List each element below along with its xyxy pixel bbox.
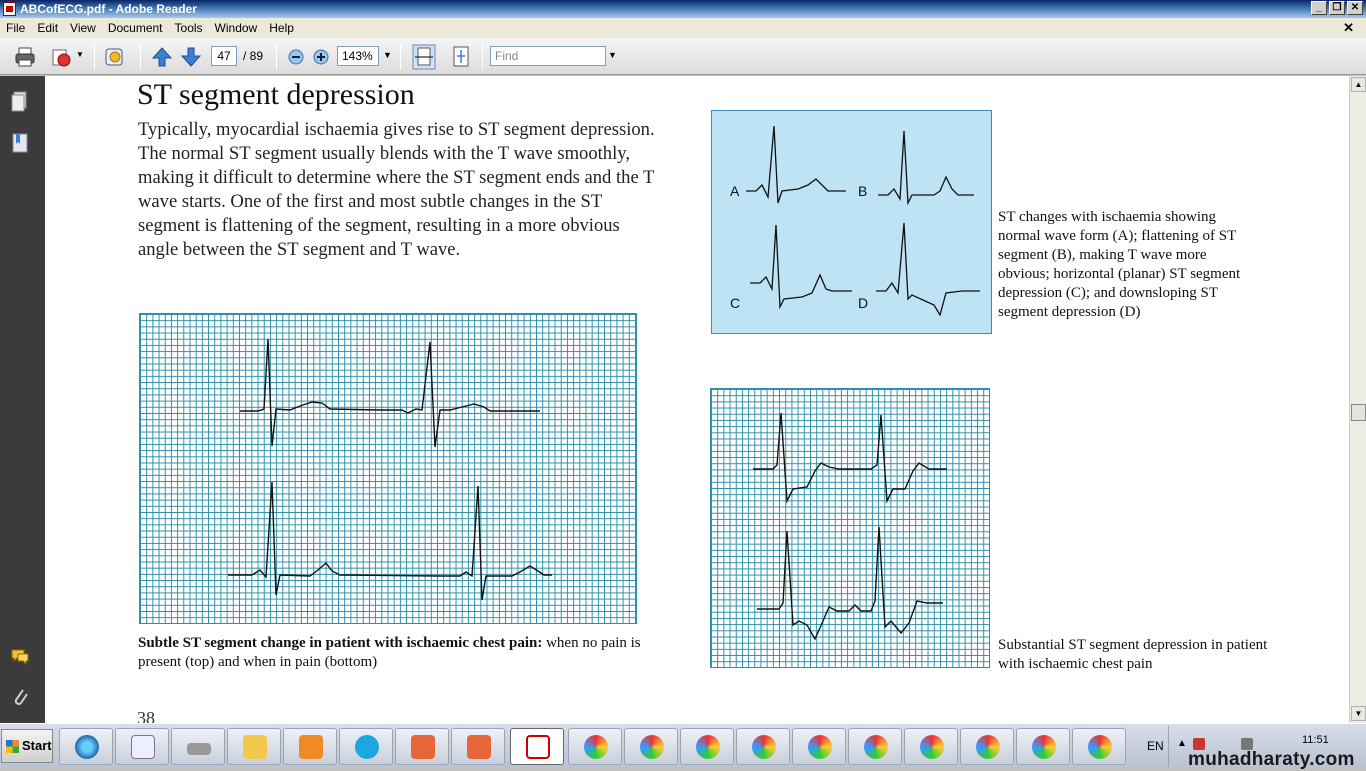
- st-changes-panel: [711, 110, 992, 334]
- windows-logo-icon: [6, 740, 19, 753]
- zoom-out-icon[interactable]: [285, 46, 307, 68]
- caption-subtle-st-rest: when no pain is present (top) and when in pain (bottom): [138, 635, 641, 670]
- task-media-player[interactable]: [283, 728, 337, 765]
- zoom-input[interactable]: 143%: [337, 46, 379, 66]
- panel-label-b: B: [858, 183, 868, 199]
- ecg-figure-substantial: [710, 388, 990, 668]
- internet-explorer-icon: [75, 735, 99, 759]
- taskbar: [0, 723, 1366, 768]
- menu-edit[interactable]: Edit: [37, 21, 59, 35]
- menu-help[interactable]: Help: [269, 21, 294, 35]
- start-label: Start: [22, 738, 52, 753]
- print-icon[interactable]: [14, 46, 36, 68]
- watermark: muhadharaty.com: [1188, 749, 1355, 770]
- find-input[interactable]: Find: [490, 46, 606, 66]
- panel-label-a: A: [730, 183, 740, 199]
- caption-subtle-st-bold: Subtle ST segment change in patient with ischaemic chest pain:: [138, 635, 543, 651]
- task-drive[interactable]: [171, 728, 225, 765]
- minimize-button[interactable]: _: [1311, 1, 1327, 15]
- ecg-figure-subtle: [139, 313, 637, 624]
- bookmarks-icon[interactable]: [10, 132, 30, 154]
- menu-document[interactable]: Document: [107, 21, 163, 35]
- pdf-icon: [526, 735, 550, 759]
- vertical-scrollbar[interactable]: [1349, 76, 1366, 723]
- task-paint-4[interactable]: [736, 728, 790, 765]
- task-powerpoint-2[interactable]: [451, 728, 505, 765]
- drive-icon: [187, 743, 211, 755]
- scroll-down-icon[interactable]: ▼: [1351, 706, 1366, 721]
- page-number: 38: [137, 708, 155, 723]
- caption-subtle-st: [138, 634, 663, 672]
- task-folder[interactable]: [227, 728, 281, 765]
- caption-substantial-st: Substantial ST segment depression in patient with ischaemic chest pain: [998, 637, 1268, 672]
- fit-page-icon[interactable]: [449, 44, 473, 70]
- task-paint-5[interactable]: [792, 728, 846, 765]
- find-dropdown-icon[interactable]: ▼: [608, 50, 617, 60]
- share-icon[interactable]: [50, 46, 72, 68]
- adobe-reader-icon: [3, 2, 16, 16]
- page-number-input[interactable]: 47: [211, 46, 237, 66]
- share-dropdown-arrow-icon[interactable]: ▼: [76, 50, 84, 59]
- paint-icon: [920, 735, 944, 759]
- panel-label-d: D: [858, 295, 869, 311]
- ecg-trace-subtle: [140, 314, 638, 625]
- clock[interactable]: 11:51: [1302, 734, 1329, 746]
- zoom-dropdown-icon[interactable]: ▼: [383, 50, 392, 60]
- window-title: ABCofECG.pdf - Adobe Reader: [20, 2, 197, 16]
- ecg-trace-substantial: [711, 389, 991, 669]
- panel-label-c: C: [730, 295, 741, 311]
- task-paint-7[interactable]: [904, 728, 958, 765]
- documents-icon: [131, 735, 155, 759]
- toolbar: [0, 38, 1366, 75]
- language-indicator[interactable]: EN: [1147, 739, 1164, 753]
- task-paint-1[interactable]: [568, 728, 622, 765]
- task-paint-6[interactable]: [848, 728, 902, 765]
- menu-bar: [0, 18, 1366, 38]
- paint-icon: [696, 735, 720, 759]
- paint-icon: [1032, 735, 1056, 759]
- zoom-in-icon[interactable]: [310, 46, 332, 68]
- title-bar: [0, 0, 1366, 18]
- powerpoint-icon: [411, 735, 435, 759]
- restore-button[interactable]: ❐: [1329, 1, 1345, 15]
- paint-icon: [808, 735, 832, 759]
- collaborate-icon[interactable]: [104, 46, 126, 68]
- menu-view[interactable]: View: [70, 21, 96, 35]
- attachments-icon[interactable]: [10, 686, 30, 708]
- start-button[interactable]: [1, 729, 53, 763]
- page-total: / 89: [243, 49, 264, 63]
- folder-icon: [243, 735, 267, 759]
- task-powerpoint-1[interactable]: [395, 728, 449, 765]
- task-adobe-reader[interactable]: [510, 728, 564, 765]
- menu-file[interactable]: File: [6, 21, 26, 35]
- close-document-button[interactable]: ✕: [1343, 20, 1354, 35]
- fit-width-icon[interactable]: [412, 44, 436, 70]
- task-paint-10[interactable]: [1072, 728, 1126, 765]
- menu-window[interactable]: Window: [214, 21, 258, 35]
- paint-icon: [584, 735, 608, 759]
- paint-icon: [1088, 735, 1112, 759]
- comments-icon[interactable]: [10, 646, 30, 668]
- scroll-thumb[interactable]: [1351, 404, 1366, 421]
- caption-st-changes: ST changes with ischaemia showing normal wave form (A); flattening of ST segment (B), making T wave more obvious; horizontal (planar) ST segment depression (C); and downsloping ST segment depression (D): [998, 209, 1241, 320]
- menu-tools[interactable]: Tools: [174, 21, 203, 35]
- paint-icon: [864, 735, 888, 759]
- document-view[interactable]: [45, 76, 1349, 723]
- skype-icon: [355, 735, 379, 759]
- task-paint-8[interactable]: [960, 728, 1014, 765]
- page-heading: ST segment depression: [137, 78, 415, 111]
- task-paint-9[interactable]: [1016, 728, 1070, 765]
- body-paragraph: Typically, myocardial ischaemia gives rise to ST segment depression. The normal ST segment usually blends with the T wave smoothly, making it difficult to determine where the ST segment ends and the T wave starts. One of the first and most subtle changes in the ST segment is flattening of the segment, resulting in a more obvious angle between the ST segment and T wave.: [138, 119, 655, 260]
- next-page-icon[interactable]: [180, 46, 202, 68]
- pages-icon[interactable]: [10, 90, 30, 112]
- previous-page-icon[interactable]: [151, 46, 173, 68]
- paint-icon: [752, 735, 776, 759]
- powerpoint-icon: [467, 735, 491, 759]
- task-paint-3[interactable]: [680, 728, 734, 765]
- close-button[interactable]: ✕: [1347, 1, 1363, 15]
- navigation-pane: [0, 76, 45, 723]
- scroll-up-icon[interactable]: ▲: [1351, 77, 1366, 92]
- paint-icon: [976, 735, 1000, 759]
- paint-icon: [640, 735, 664, 759]
- media-player-icon: [299, 735, 323, 759]
- task-documents[interactable]: [115, 728, 169, 765]
- task-internet-explorer[interactable]: [59, 728, 113, 765]
- task-paint-2[interactable]: [624, 728, 678, 765]
- task-skype[interactable]: [339, 728, 393, 765]
- show-hidden-icons-icon[interactable]: ▲: [1177, 738, 1187, 749]
- st-changes-traces: [712, 111, 993, 335]
